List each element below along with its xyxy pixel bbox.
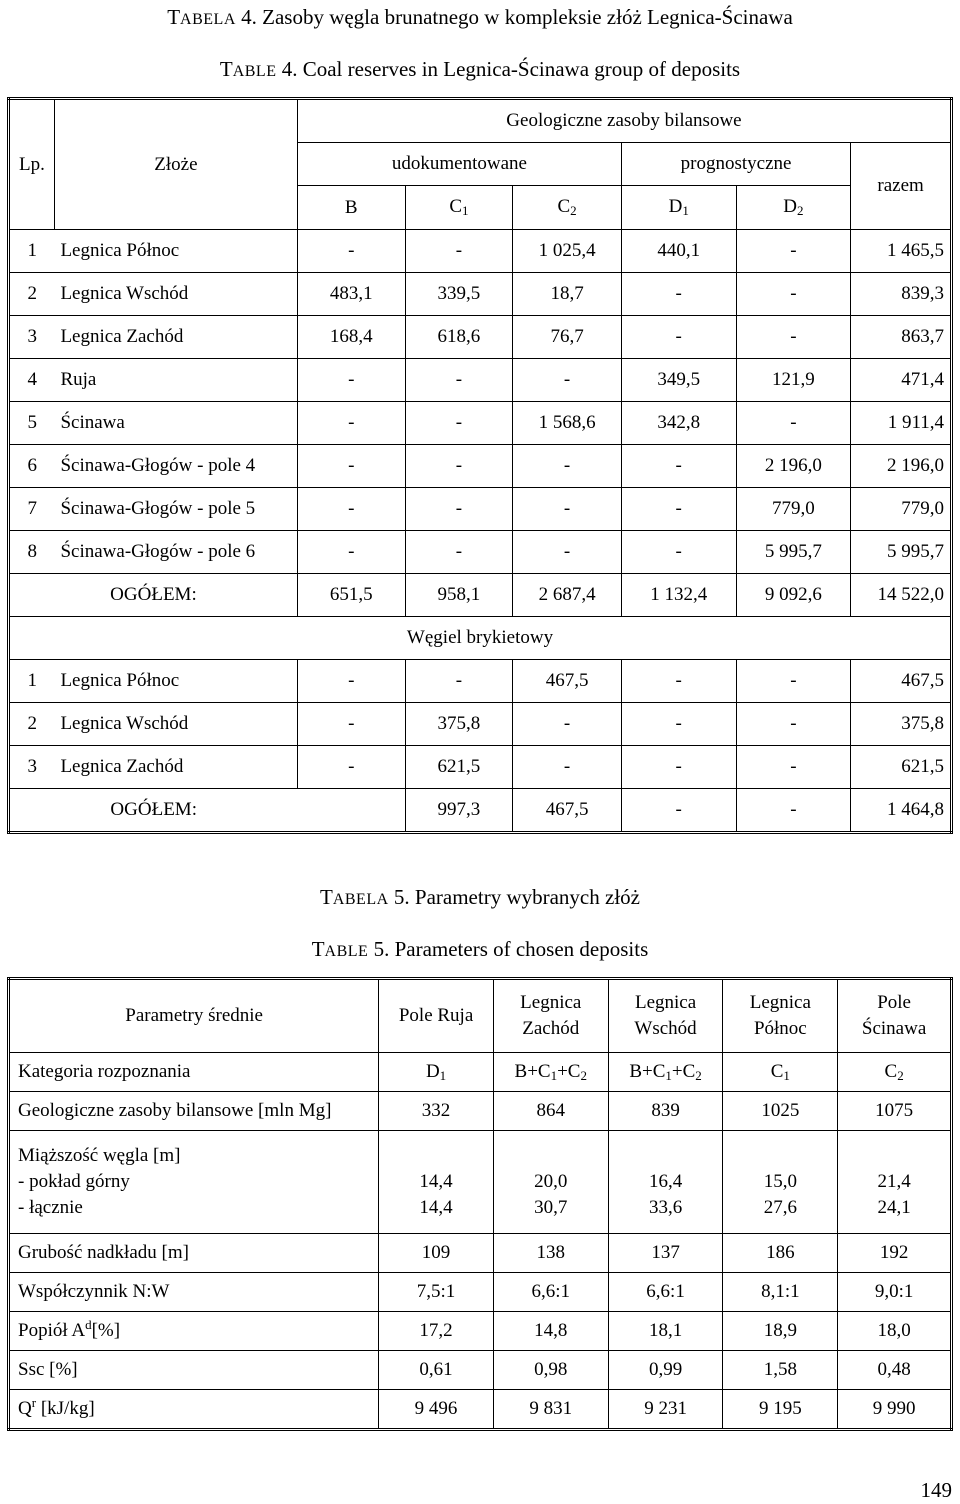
cell-name: Legnica Zachód <box>54 746 297 789</box>
cell-total: 863,7 <box>851 316 952 359</box>
cell-c1: - <box>405 230 513 273</box>
cell-total: 1 465,5 <box>851 230 952 273</box>
ash-wschod: 18,1 <box>608 1312 723 1351</box>
cell-b: - <box>297 359 405 402</box>
overburden-wschod: 137 <box>608 1234 723 1273</box>
total-row <box>9 574 952 617</box>
table-row <box>9 703 952 746</box>
cell-d1: - <box>621 746 736 789</box>
total-d1: 1 132,4 <box>621 574 736 617</box>
table-row <box>9 359 952 402</box>
cell-c2: 76,7 <box>513 316 622 359</box>
cell-c1: - <box>405 445 513 488</box>
cell-d1: - <box>621 531 736 574</box>
cell-lp: 1 <box>9 660 55 703</box>
cell-c1: 618,6 <box>405 316 513 359</box>
cell-d2: - <box>736 230 851 273</box>
cell-c2: 1 025,4 <box>513 230 622 273</box>
overburden-label: Grubość nadkładu [m] <box>9 1234 379 1273</box>
ratio-wschod: 6,6:1 <box>608 1273 723 1312</box>
cell-d1: 440,1 <box>621 230 736 273</box>
ratio-row <box>9 1273 952 1312</box>
header-c2: $C_2$ <box>513 186 622 230</box>
cell-lp: 8 <box>9 531 55 574</box>
cell-b: 168,4 <box>297 316 405 359</box>
briquette-total-c2: 467,5 <box>513 789 622 833</box>
cell-name: Legnica Północ <box>54 230 297 273</box>
table-row <box>9 531 952 574</box>
category-wschod: $B+C_1+C_2$ <box>608 1053 723 1092</box>
cell-b: - <box>297 531 405 574</box>
overburden-polnoc: 186 <box>723 1234 838 1273</box>
category-polnoc: $C_1$ <box>723 1053 838 1092</box>
sulfur-wschod: 0,99 <box>608 1351 723 1390</box>
thickness-label: Miąższość węgla [m] - pokład górny - łącznie <box>9 1131 379 1234</box>
cell-d1: - <box>621 273 736 316</box>
cell-d2: 779,0 <box>736 488 851 531</box>
thickness-ruja: 14,4 14,4 <box>379 1131 494 1234</box>
header-geological: Geologiczne zasoby bilansowe <box>297 99 951 143</box>
ash-row <box>9 1312 952 1351</box>
overburden-zachod: 138 <box>493 1234 608 1273</box>
table-row <box>9 316 952 359</box>
header-legnica-zachod: Legnica Zachód <box>493 979 608 1053</box>
page-number: 149 <box>920 1478 952 1502</box>
heat-label: $Q^r$ [kJ/kg] <box>9 1390 379 1430</box>
table-row <box>9 230 952 273</box>
header-d1: $D_1$ <box>621 186 736 230</box>
cell-c1: - <box>405 359 513 402</box>
category-label: Kategoria rozpoznania <box>9 1053 379 1092</box>
heat-polnoc: 9 195 <box>723 1390 838 1430</box>
cell-total: 471,4 <box>851 359 952 402</box>
sulfur-ruja: 0,61 <box>379 1351 494 1390</box>
cell-c1: - <box>405 531 513 574</box>
header-c1: $C_1$ <box>405 186 513 230</box>
table5-caption-pl: TABELA 5. Parametry wybranych złóż <box>320 885 640 909</box>
header-b: B <box>297 186 405 230</box>
cell-total: 621,5 <box>851 746 952 789</box>
table-row <box>9 273 952 316</box>
cell-name: Legnica Zachód <box>54 316 297 359</box>
cell-d2: - <box>736 746 851 789</box>
table4-caption-pl: TABELA 4. Zasoby węgla brunatnego w kompleksie złóż Legnica-Ścinawa <box>167 5 793 29</box>
header-ruja: Pole Ruja <box>379 979 494 1053</box>
cell-lp: 5 <box>9 402 55 445</box>
cell-b: - <box>297 402 405 445</box>
total-sum: 14 522,0 <box>851 574 952 617</box>
reserves-ruja: 332 <box>379 1092 494 1131</box>
ratio-zachod: 6,6:1 <box>493 1273 608 1312</box>
cell-b: - <box>297 703 405 746</box>
sulfur-zachod: 0,98 <box>493 1351 608 1390</box>
cell-b: - <box>297 445 405 488</box>
overburden-scinawa: 192 <box>838 1234 952 1273</box>
ratio-polnoc: 8,1:1 <box>723 1273 838 1312</box>
cell-total: 839,3 <box>851 273 952 316</box>
cell-name: Ruja <box>54 359 297 402</box>
heat-zachod: 9 831 <box>493 1390 608 1430</box>
ratio-label: Współczynnik N:W <box>9 1273 379 1312</box>
ratio-scinawa: 9,0:1 <box>838 1273 952 1312</box>
sulfur-scinawa: 0,48 <box>838 1351 952 1390</box>
cell-c2: - <box>513 746 622 789</box>
cell-lp: 7 <box>9 488 55 531</box>
cell-c1: - <box>405 488 513 531</box>
reserves-polnoc: 1025 <box>723 1092 838 1131</box>
header-d2: $D_2$ <box>736 186 851 230</box>
cell-b: - <box>297 230 405 273</box>
cell-c1: 621,5 <box>405 746 513 789</box>
header-lp: Lp. <box>9 99 55 230</box>
cell-c1: 339,5 <box>405 273 513 316</box>
cell-c1: 375,8 <box>405 703 513 746</box>
cell-d2: 5 995,7 <box>736 531 851 574</box>
cell-d1: - <box>621 316 736 359</box>
ash-label: Popiół $A^d[\%]$ <box>9 1312 379 1351</box>
reserves-scinawa: 1075 <box>838 1092 952 1131</box>
cell-d1: - <box>621 488 736 531</box>
cell-d1: 342,8 <box>621 402 736 445</box>
cell-name: Legnica Wschód <box>54 273 297 316</box>
cell-name: Ścinawa <box>54 402 297 445</box>
total-c1: 958,1 <box>405 574 513 617</box>
cell-d2: 2 196,0 <box>736 445 851 488</box>
cell-c2: 18,7 <box>513 273 622 316</box>
cell-total: 375,8 <box>851 703 952 746</box>
total-b: 651,5 <box>297 574 405 617</box>
reserves-wschod: 839 <box>608 1092 723 1131</box>
reserves-label: Geologiczne zasoby bilansowe [mln Mg] <box>9 1092 379 1131</box>
thickness-wschod: 16,4 33,6 <box>608 1131 723 1234</box>
briquette-total-d2: - <box>736 789 851 833</box>
cell-d1: 349,5 <box>621 359 736 402</box>
cell-d2: - <box>736 316 851 359</box>
cell-lp: 4 <box>9 359 55 402</box>
table-row <box>9 445 952 488</box>
table-row <box>9 660 952 703</box>
ash-ruja: 17,2 <box>379 1312 494 1351</box>
cell-d1: - <box>621 445 736 488</box>
thickness-polnoc: 15,0 27,6 <box>723 1131 838 1234</box>
thickness-row <box>9 1131 952 1234</box>
cell-name: Legnica Wschód <box>54 703 297 746</box>
cell-lp: 1 <box>9 230 55 273</box>
table5-caption-en: TABLE 5. Parameters of chosen deposits <box>311 937 649 961</box>
table-row <box>9 488 952 531</box>
cell-name: Legnica Północ <box>54 660 297 703</box>
section-title-briquette: Węgiel brykietowy <box>9 617 952 660</box>
deposit-parameters-table <box>7 977 953 1431</box>
briquette-total-c1: 997,3 <box>405 789 513 833</box>
header-total: razem <box>851 143 952 230</box>
ratio-ruja: 7,5:1 <box>379 1273 494 1312</box>
table4-caption-en: TABLE 4. Coal reserves in Legnica-Ścinawa group of deposits <box>219 57 741 81</box>
ash-scinawa: 18,0 <box>838 1312 952 1351</box>
cell-lp: 3 <box>9 746 55 789</box>
header-documented: udokumentowane <box>297 143 621 186</box>
cell-b: - <box>297 746 405 789</box>
briquette-total-row <box>9 789 952 833</box>
cell-name: Ścinawa-Głogów - pole 4 <box>54 445 297 488</box>
thickness-scinawa: 21,4 24,1 <box>838 1131 952 1234</box>
reserves-zachod: 864 <box>493 1092 608 1131</box>
cell-d2: - <box>736 660 851 703</box>
cell-total: 2 196,0 <box>851 445 952 488</box>
cell-total: 1 911,4 <box>851 402 952 445</box>
cell-b: 483,1 <box>297 273 405 316</box>
cell-d2: - <box>736 703 851 746</box>
cell-b: - <box>297 488 405 531</box>
reserves-row <box>9 1092 952 1131</box>
cell-d2: - <box>736 402 851 445</box>
heat-wschod: 9 231 <box>608 1390 723 1430</box>
heat-ruja: 9 496 <box>379 1390 494 1430</box>
cell-d2: - <box>736 273 851 316</box>
briquette-total-sum: 1 464,8 <box>851 789 952 833</box>
briquette-total-label: OGÓŁEM: <box>9 789 298 833</box>
briquette-total-d1: - <box>621 789 736 833</box>
total-c2: 2 687,4 <box>513 574 622 617</box>
heat-row <box>9 1390 952 1430</box>
total-d2: 9 092,6 <box>736 574 851 617</box>
cell-b: - <box>297 660 405 703</box>
sulfur-label: Ssc [%] <box>9 1351 379 1390</box>
cell-c2: - <box>513 703 622 746</box>
ash-polnoc: 18,9 <box>723 1312 838 1351</box>
header-legnica-polnoc: Legnica Północ <box>723 979 838 1053</box>
header-pole-scinawa: Pole Ścinawa <box>838 979 952 1053</box>
category-ruja: $D_1$ <box>379 1053 494 1092</box>
cell-c2: - <box>513 531 622 574</box>
category-zachod: $B+C_1+C_2$ <box>493 1053 608 1092</box>
sulfur-polnoc: 1,58 <box>723 1351 838 1390</box>
cell-lp: 2 <box>9 703 55 746</box>
coal-reserves-table <box>7 97 953 834</box>
cell-total: 5 995,7 <box>851 531 952 574</box>
sulfur-row <box>9 1351 952 1390</box>
header-legnica-wschod: Legnica Wschód <box>608 979 723 1053</box>
cell-c2: - <box>513 488 622 531</box>
cell-c2: 467,5 <box>513 660 622 703</box>
briquette-total-b <box>297 789 405 833</box>
header-prognostic: prognostyczne <box>621 143 850 186</box>
cell-c2: - <box>513 445 622 488</box>
table-row <box>9 402 952 445</box>
category-row <box>9 1053 952 1092</box>
category-scinawa: $C_2$ <box>838 1053 952 1092</box>
header-param: Parametry średnie <box>9 979 379 1053</box>
header-zloze: Złoże <box>54 99 297 230</box>
cell-d1: - <box>621 660 736 703</box>
cell-lp: 6 <box>9 445 55 488</box>
cell-c2: - <box>513 359 622 402</box>
cell-name: Ścinawa-Głogów - pole 5 <box>54 488 297 531</box>
ash-zachod: 14,8 <box>493 1312 608 1351</box>
overburden-ruja: 109 <box>379 1234 494 1273</box>
cell-d2: 121,9 <box>736 359 851 402</box>
cell-lp: 2 <box>9 273 55 316</box>
cell-lp: 3 <box>9 316 55 359</box>
overburden-row <box>9 1234 952 1273</box>
thickness-zachod: 20,0 30,7 <box>493 1131 608 1234</box>
cell-name: Ścinawa-Głogów - pole 6 <box>54 531 297 574</box>
cell-total: 779,0 <box>851 488 952 531</box>
cell-c1: - <box>405 660 513 703</box>
heat-scinawa: 9 990 <box>838 1390 952 1430</box>
cell-c2: 1 568,6 <box>513 402 622 445</box>
cell-d1: - <box>621 703 736 746</box>
cell-total: 467,5 <box>851 660 952 703</box>
cell-c1: - <box>405 402 513 445</box>
table-row <box>9 746 952 789</box>
total-label: OGÓŁEM: <box>9 574 298 617</box>
